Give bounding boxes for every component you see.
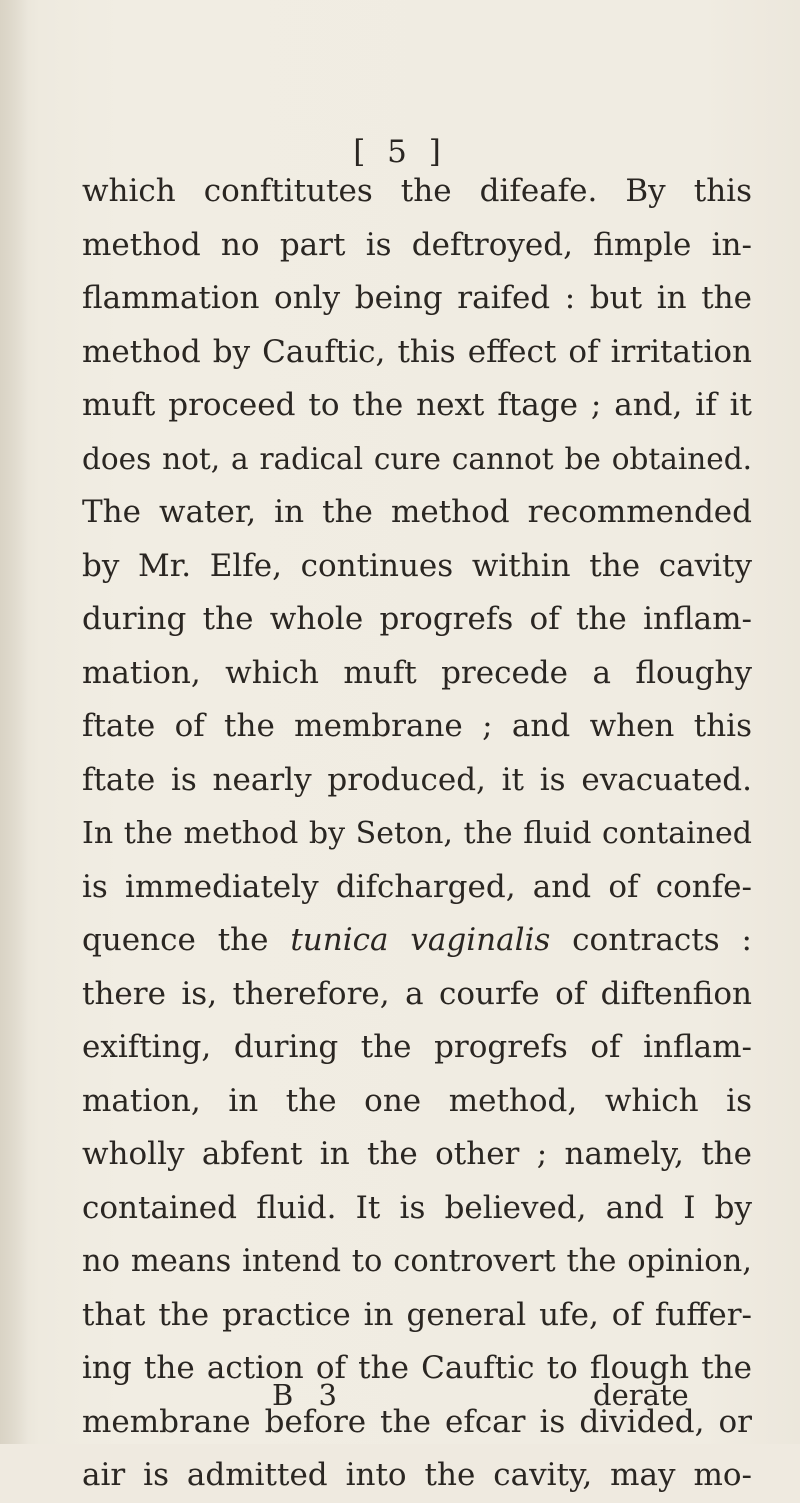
text-line: exifting, during the progrefs of inflam- [82,1029,752,1065]
text-line: by Mr. Elfe, continues within the cavity [82,547,752,584]
page-footer [0,1378,800,1428]
text-line: membrane before the efcar is divided, or [82,1403,752,1440]
text-line: which conftitutes the difeafe. By this [82,173,752,209]
text-line: In the method by Seton, the fluid contained [82,816,752,851]
text-line: ftate of the membrane ; and when this [82,708,752,744]
signature-mark: B 3 [272,1378,345,1412]
text-line: muft proceed to the next ftage ; and, if it [82,387,752,423]
text-line: no means intend to controvert the opinion, [82,1244,752,1279]
italic-term: tunica vaginalis [290,922,551,958]
page-gutter-shadow [0,0,28,1444]
text-line: method no part is deftroyed, fimple in- [82,226,752,263]
catchword: derate [593,1378,689,1412]
text-line: there is, therefore, a courfe of diftenfion [82,975,752,1012]
text-line: quence the tunica vaginalis contracts : [82,922,752,958]
text-line: method by Cauftic, this effect of irritation [82,333,752,370]
text-line: does not, a radical cure cannot be obtained. [82,441,752,476]
text-line: flammation only being raifed : but in the [82,280,752,316]
text-line: mation, in the one method, which is [82,1082,752,1119]
body-text [82,165,752,1503]
text-line: wholly abfent in the other ; namely, the [82,1136,752,1172]
page-number-header: [ 5 ] [353,134,447,170]
text-line: ftate is nearly produced, it is evacuated. [82,761,752,798]
text-line: contained fluid. It is believed, and I by [82,1189,752,1226]
text-line: ing the action of the Cauftic to flough the [82,1350,752,1386]
text-line: air is admitted into the cavity, may mo- [82,1457,752,1493]
text-line: is immediately difcharged, and of confe- [82,868,752,905]
text-line: during the whole progrefs of the inflam- [82,601,752,637]
text-line: The water, in the method recommended [82,494,752,530]
text-line: mation, which muft precede a floughy [82,654,752,691]
text-line: that the practice in general ufe, of fuffer- [82,1296,752,1333]
